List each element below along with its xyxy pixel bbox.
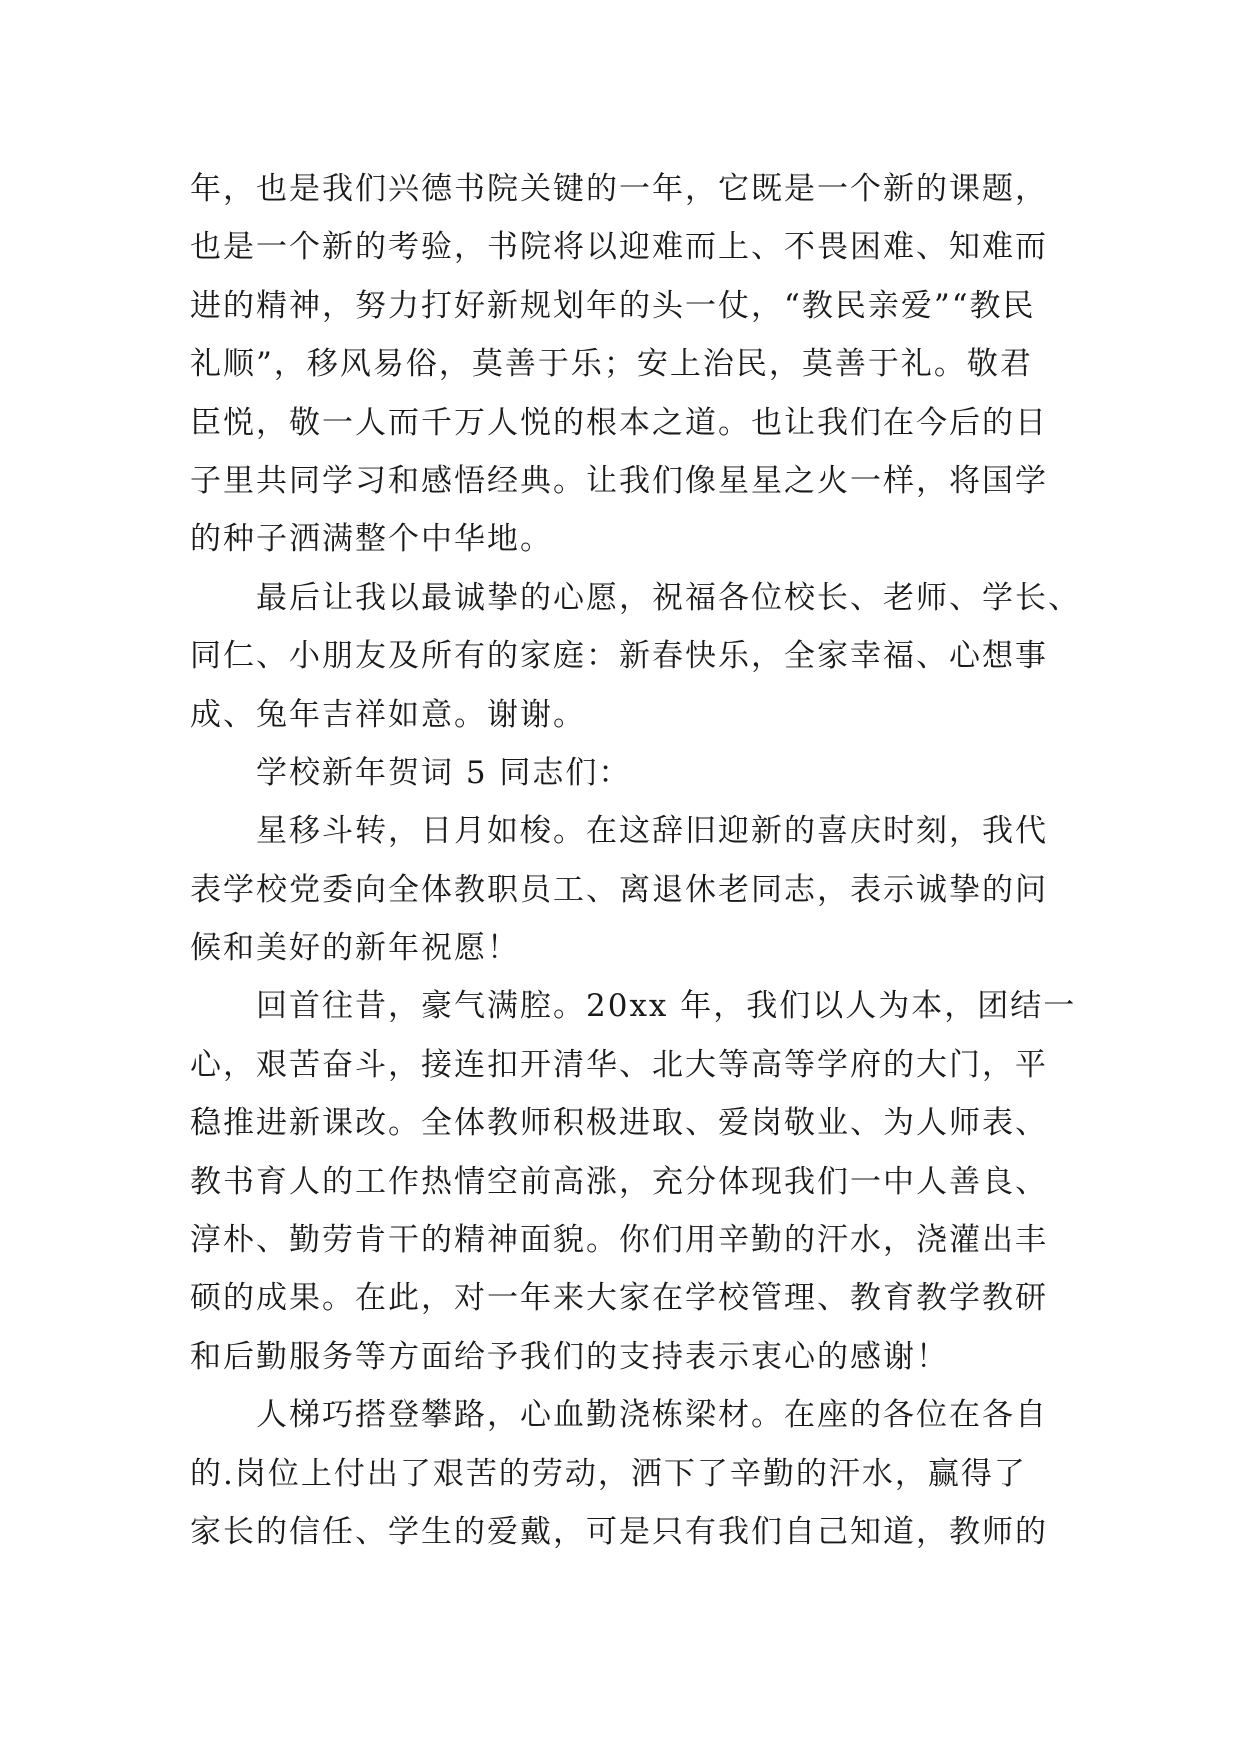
text-line: 和后勤服务等方面给予我们的支持表示衷心的感谢！ (190, 1338, 949, 1375)
text-line: 最后让我以最诚挚的心愿，祝福各位校长、老师、学长、 (256, 579, 1081, 616)
text-line: 稳推进新课改。全体教师积极进取、爱岗敬业、为人师表、 (190, 1105, 1048, 1142)
text-line: 硕的成果。在此，对一年来大家在学校管理、教育教学教研 (190, 1280, 1048, 1317)
text-line: 成、兔年吉祥如意。谢谢。 (190, 696, 586, 733)
text-line: 年，也是我们兴德书院关键的一年，它既是一个新的课题， (190, 171, 1048, 207)
body-text (190, 160, 1081, 1561)
text-line: 也是一个新的考验，书院将以迎难而上、不畏困难、知难而 (190, 229, 1048, 266)
text-line: 学校新年贺词 5 同志们： (256, 754, 632, 791)
text-line: 教书育人的工作热情空前高涨，充分体现我们一中人善良、 (190, 1163, 1048, 1200)
text-line: 人梯巧搭登攀路，心血勤浇栋梁材。在座的各位在各自 (256, 1397, 1048, 1434)
text-line: 同仁、小朋友及所有的家庭：新春快乐，全家幸福、心想事 (190, 638, 1048, 675)
text-line: 进的精神，努力打好新规划年的头一仗，“教民亲爱”“教民 (190, 287, 1036, 324)
text-line: 礼顺”，移风易俗，莫善于乐；安上治民，莫善于礼。敬君 (190, 346, 1033, 383)
text-line: 心，艰苦奋斗，接连扣开清华、北大等高等学府的大门，平 (190, 1046, 1048, 1083)
text-line: 候和美好的新年祝愿！ (190, 930, 520, 967)
text-line: 淳朴、勤劳肯干的精神面貌。你们用辛勤的汗水，浇灌出丰 (190, 1222, 1048, 1259)
text-line: 的.岗位上付出了艰苦的劳动，洒下了辛勤的汗水，赢得了 (190, 1455, 1027, 1492)
text-line: 的种子洒满整个中华地。 (190, 521, 553, 558)
text-line: 表学校党委向全体教职员工、离退休老同志，表示诚挚的问 (190, 871, 1048, 908)
text-line: 家长的信任、学生的爱戴，可是只有我们自己知道，教师的 (190, 1513, 1048, 1550)
text-line: 子里共同学习和感悟经典。让我们像星星之火一样，将国学 (190, 462, 1048, 499)
text-line: 星移斗转，日月如梭。在这辞旧迎新的喜庆时刻，我代 (256, 813, 1048, 850)
text-line: 臣悦，敬一人而千万人悦的根本之道。也让我们在今后的日 (190, 404, 1048, 441)
text-line: 回首往昔，豪气满腔。20xx 年，我们以人为本，团结一 (256, 988, 1077, 1025)
